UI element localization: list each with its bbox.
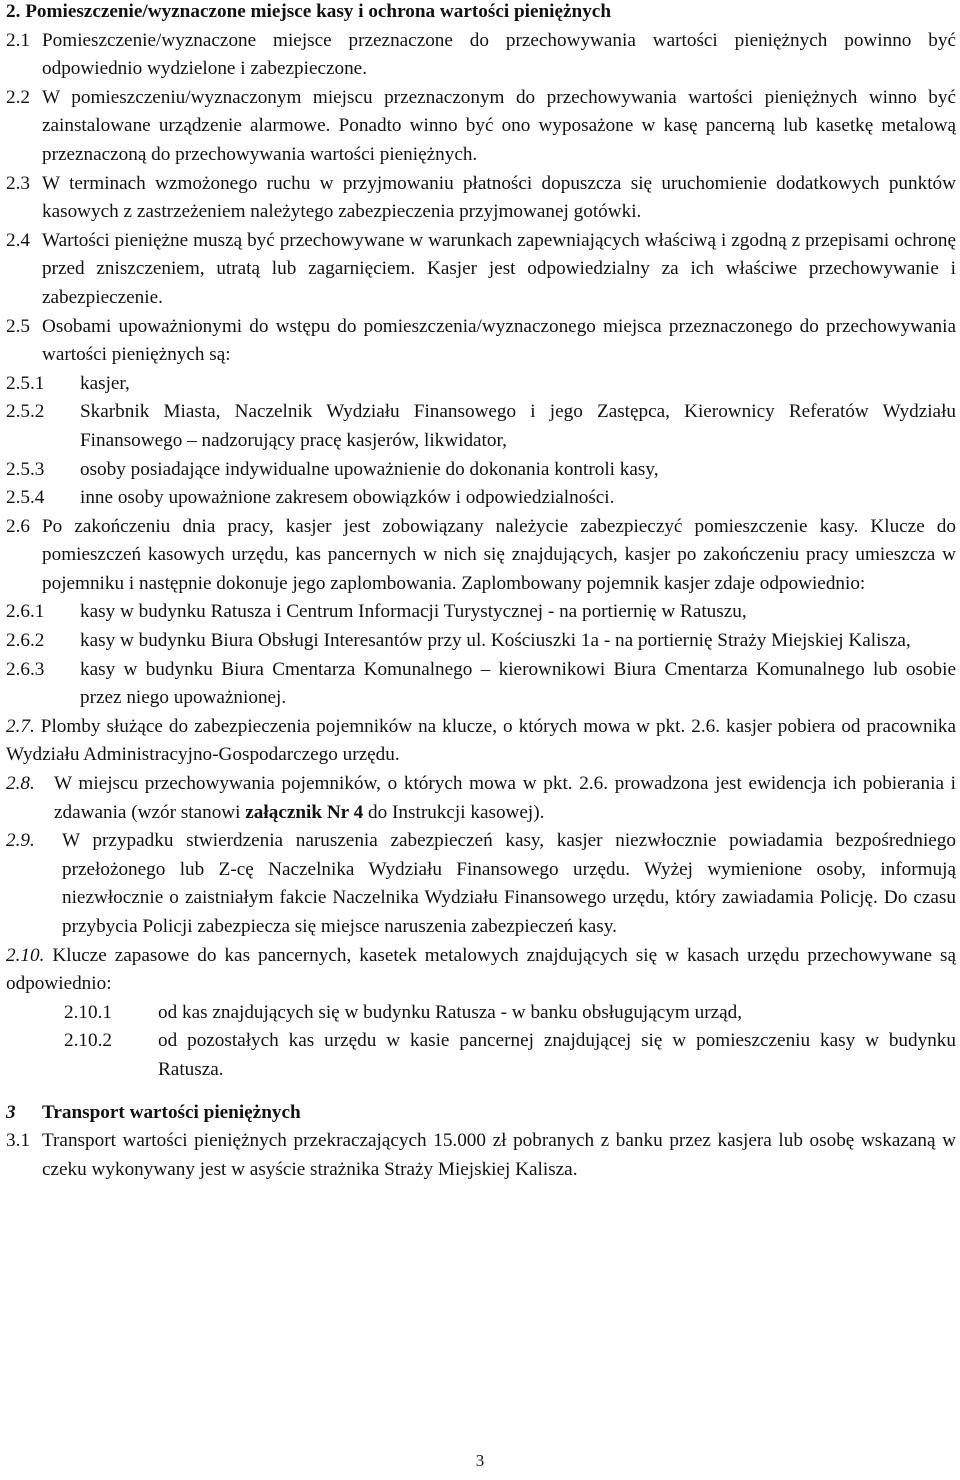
list-item-text: od pozostałych kas urzędu w kasie pancernej znajdującej się w pomieszczeniu kasy w budynku Ratusza. [158,1030,956,1080]
paragraph-2-7 [6,713,956,770]
paragraph-number: 3.1 [6,1130,30,1152]
paragraph-text: Osobami upoważnionymi do wstępu do pomieszczenia/wyznaczonego miejsca przeznaczonego do przechowywania wartości pieniężnych są: [42,315,956,366]
paragraph-number: 2.6 [6,515,30,537]
paragraph-text: Po zakończeniu dnia pracy, kasjer jest zobowiązany należycie zabezpieczyć pomieszczenie kasy. Klucze do pomieszczeń kasowych urzędu, kas pancernych w nich się znajdujących, kasjer po zakończeniu pracy umieszcza w pojemniku i następnie dokonuje jego zaplombowania. Zaplombowany pojemnik kasjer zdaje odpowiednio: [42,515,956,594]
paragraph-2-2 [6,84,956,170]
attachment-reference: załącznik Nr 4 [245,801,364,823]
paragraph-number: 2.8. [6,773,35,795]
paragraph-text: Plomby służące do zabezpieczenia pojemników na klucze, o których mowa w pkt. 2.6. kasjer pobiera od pracownika Wydziału Administracyjno-Gospodarczego urzędu. [6,715,957,766]
list-item-2-6-3 [6,656,956,713]
paragraph-2-4 [6,227,956,313]
paragraph-text: W pomieszczeniu/wyznaczonym miejscu przeznaczonym do przechowywania wartości pieniężnych winno być zainstalowane urządzenie alarmowe. Ponadto winno być ono wyposażone w kasę pancerną lub kasetkę metalową przeznaczoną do przechowywania wartości pieniężnych. [42,86,956,165]
list-item-text: Skarbnik Miasta, Naczelnik Wydziału Finansowego i jego Zastępca, Kierownicy Referatów Wydziału Finansowego – nadzorujący pracę kasjerów, likwidator, [80,401,956,451]
paragraph-text: Wartości pieniężne muszą być przechowywane w warunkach zapewniających właściwą i zgodną z przepisami ochronę przed zniszczeniem, utratą lub zagarnięciem. Kasjer jest odpowiedzialny za ich właściwe przechowywanie i zabezpieczenie. [42,229,956,308]
list-item-text: inne osoby upoważnione zakresem obowiązków i odpowiedzialności. [80,487,615,509]
paragraph-text: Klucze zapasowe do kas pancernych, kasetek metalowych znajdujących się w kasach urzędu przechowywane są odpowiednio: [6,944,956,995]
list-item-number: 2.6.3 [6,658,45,680]
list-item-text: kasy w budynku Ratusza i Centrum Informacji Turystycznej - na portiernię w Ratuszu, [80,601,747,623]
list-item-number: 2.10.1 [64,1001,112,1023]
paragraph-number: 2.5 [6,315,30,337]
list-item-number: 2.10.2 [64,1030,112,1052]
section-title: Transport wartości pieniężnych [42,1101,301,1123]
list-item-2-5-1 [6,370,956,399]
list-item-2-10-2 [6,1027,956,1084]
list-item-text: kasy w budynku Biura Obsługi Interesantów przy ul. Kościuszki 1a - na portiernię Straży Miejskiej Kalisza, [80,630,911,652]
paragraph-text: W przypadku stwierdzenia naruszenia zabezpieczeń kasy, kasjer niezwłocznie powiadamia bezpośredniego przełożonego lub Z-cę Naczelnika Wydziału Finansowego urzędu. Wyżej wymienione osoby, informują niezwłocznie o zaistniałym fakcie Naczelnika Wydziału Finansowego urzędu, który zawiadamia Policję. Do czasu przybycia Policji zabezpiecza się miejsce naruszenia zabezpieczeń kasy. [62,830,956,937]
paragraph-2-8 [6,770,956,827]
paragraph-number: 2.9. [6,830,35,852]
paragraph-text-part: W miejscu przechowywania pojemników, o których mowa w pkt. 2.6. prowadzona jest ewidencja ich pobierania i zdawania (wzór stanowi [54,773,956,823]
section-number: 3 [6,1101,16,1123]
list-item-number: 2.5.2 [6,401,45,423]
list-item-2-6-1 [6,598,956,627]
list-item-2-5-3 [6,456,956,485]
list-item-2-10-1 [6,999,956,1028]
paragraph-number: 2.2 [6,86,30,108]
paragraph-2-9 [6,827,956,941]
list-item-number: 2.5.4 [6,487,45,509]
list-item-2-5-2 [6,398,956,455]
document-body [6,0,956,1184]
paragraph-number: 2.7. [6,715,35,737]
paragraph-number: 2.4 [6,229,30,251]
list-item-text: od kas znajdujących się w budynku Ratusza - w banku obsługującym urząd, [158,1001,743,1023]
paragraph-2-5 [6,313,956,370]
list-item-number: 2.5.1 [6,372,45,394]
paragraph-text: Pomieszczenie/wyznaczone miejsce przeznaczone do przechowywania wartości pieniężnych powinno być odpowiednio wydzielone i zabezpieczone. [42,29,956,80]
paragraph-2-1 [6,27,956,84]
paragraph-text-part: do Instrukcji kasowej). [363,801,545,823]
section-2-heading: 2. Pomieszczenie/wyznaczone miejsce kasy i ochrona wartości pieniężnych [6,1,611,22]
paragraph-number: 2.10. [6,944,45,966]
list-item-text: osoby posiadające indywidualne upoważnienie do dokonania kontroli kasy, [80,458,659,480]
paragraph-3-1 [6,1127,956,1184]
paragraph-2-3 [6,170,956,227]
section-3-heading [6,1099,956,1128]
paragraph-text: Transport wartości pieniężnych przekraczających 15.000 zł pobranych z banku przez kasjera lub osobę wskazaną w czeku wykonywany jest w asyście strażnika Straży Miejskiej Kalisza. [42,1130,956,1180]
list-item-text: kasjer, [80,372,130,394]
paragraph-2-6 [6,513,956,599]
list-item-number: 2.6.2 [6,630,45,652]
page-number: 3 [475,1451,485,1470]
paragraph-number: 2.3 [6,172,30,194]
list-item-number: 2.5.3 [6,458,45,480]
paragraph-2-10 [6,942,956,999]
list-item-text: kasy w budynku Biura Cmentarza Komunalnego – kierownikowi Biura Cmentarza Komunalnego lub osobie przez niego upoważnionej. [80,658,956,709]
paragraph-number: 2.1 [6,29,30,51]
list-item-2-5-4 [6,484,956,513]
list-item-number: 2.6.1 [6,601,45,623]
list-item-2-6-2 [6,627,956,656]
paragraph-text [54,770,956,827]
paragraph-text: W terminach wzmożonego ruchu w przyjmowaniu płatności dopuszcza się uruchomienie dodatkowych punktów kasowych z zastrzeżeniem należytego zabezpieczenia przyjmowanej gotówki. [42,172,956,223]
